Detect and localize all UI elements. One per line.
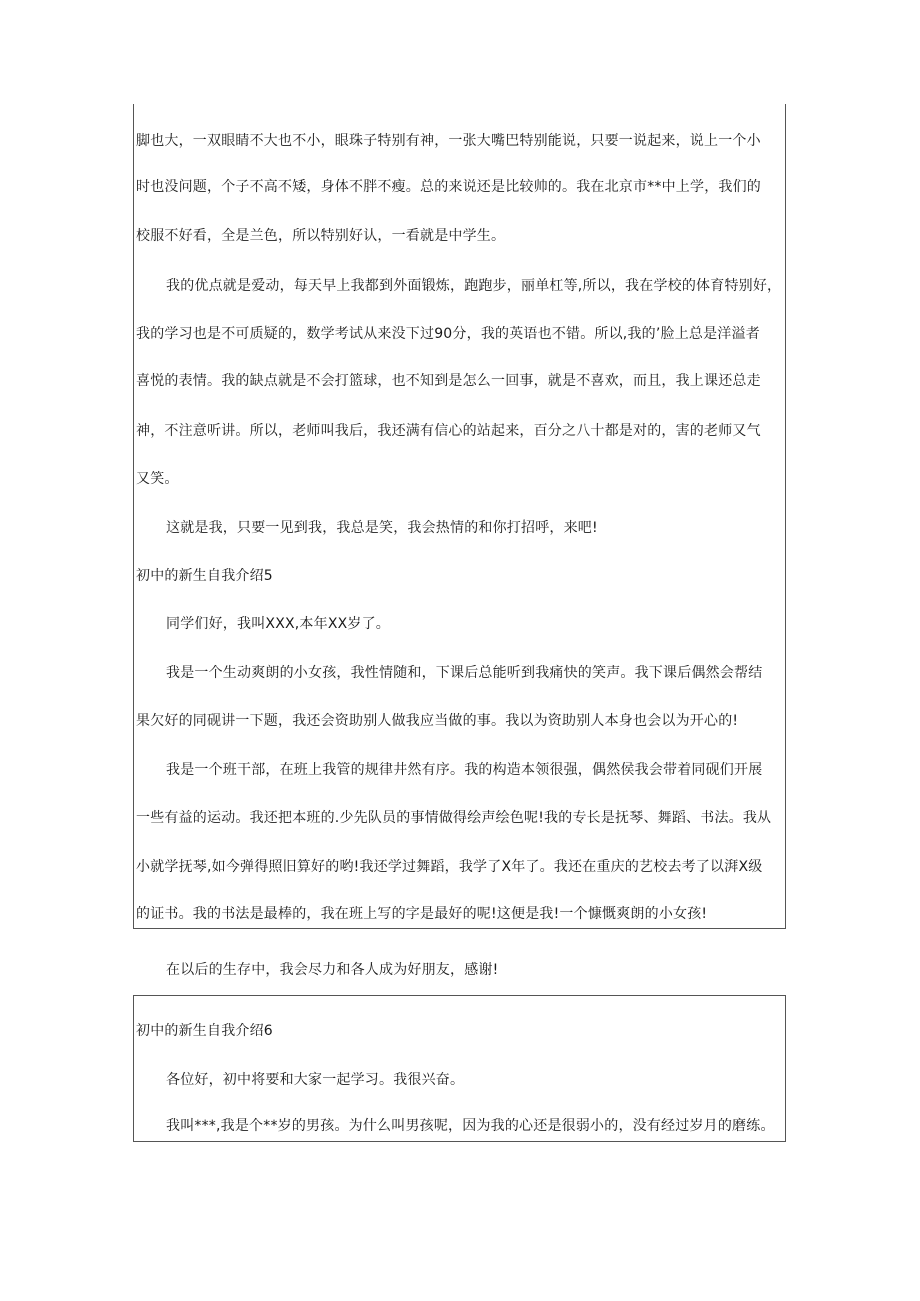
paragraph-line: 时也没问题，个子不高不矮，身体不胖不瘦。总的来说还是比较帅的。我在北京市**中上学，我们的 [136, 179, 761, 195]
paragraph-line: 我的优点就是爱动，每天早上我都到外面锻炼，跑跑步，丽单杠等,所以，我在学校的体育特别好， [166, 278, 782, 294]
paragraph-line: 脚也大，一双眼睛不大也不小，眼珠子特别有神，一张大嘴巴特别能说，只要一说起来，说上一个小 [136, 133, 761, 149]
paragraph-line: 喜悦的表情。我的缺点就是不会打篮球，也不知到是怎么一回事，就是不喜欢，而且，我上课还总走 [136, 373, 761, 389]
paragraph-line: 果欠好的同砚讲一下题，我还会资助别人做我应当做的事。我以为资助别人本身也会以为开心的! [136, 713, 739, 729]
paragraph-line: 神，不注意听讲。所以，老师叫我后，我还满有信心的站起来，百分之八十都是对的，害的老师又气 [136, 423, 761, 439]
paragraph-line: 我是一个班干部，在班上我管的规律井然有序。我的构造本领很强，偶然侯我会带着同砚们开展 [166, 762, 763, 778]
paragraph-line: 又笑。 [136, 471, 179, 487]
paragraph-line: 一些有益的运动。我还把本班的.少先队员的事情做得绘声绘色呢!我的专长是抚琴、舞蹈、书法。我从 [136, 810, 772, 826]
paragraph-line: 同学们好，我叫XXX,本年XX岁了。 [166, 616, 391, 632]
paragraph-line: 我的学习也是不可质疑的，数学考试从来没下过90分，我的英语也不错。所以,我的’脸上总是洋溢者 [136, 326, 760, 342]
paragraph-line: 小就学抚琴,如今弹得照旧算好的哟!我还学过舞蹈，我学了X年了。我还在重庆的艺校去考了以湃X级 [136, 859, 763, 875]
paragraph-line: 这就是我，只要一见到我，我总是笑，我会热情的和你打招呼，来吧! [166, 520, 598, 536]
paragraph-line: 在以后的生存中，我会尽力和各人成为好朋友，感谢! [166, 962, 499, 978]
section-heading: 初中的新生自我介绍5 [136, 568, 273, 584]
paragraph-line: 各位好，初中将要和大家一起学习。我很兴奋。 [166, 1072, 465, 1088]
paragraph-line: 的证书。我的书法是最棒的，我在班上写的字是最好的呢!这便是我!一个慷慨爽朗的小女孩! [136, 906, 708, 922]
section-heading: 初中的新生自我介绍6 [136, 1023, 273, 1039]
paragraph-line: 我叫***,我是个**岁的男孩。为什么叫男孩呢，因为我的心还是很弱小的，没有经过岁月的磨练。 [166, 1118, 775, 1134]
paragraph-line: 我是一个生动爽朗的小女孩，我性情随和，下课后总能听到我痛快的笑声。我下课后偶然会帮结 [166, 665, 763, 681]
paragraph-line: 校服不好看，全是兰色，所以特别好认，一看就是中学生。 [136, 228, 506, 244]
